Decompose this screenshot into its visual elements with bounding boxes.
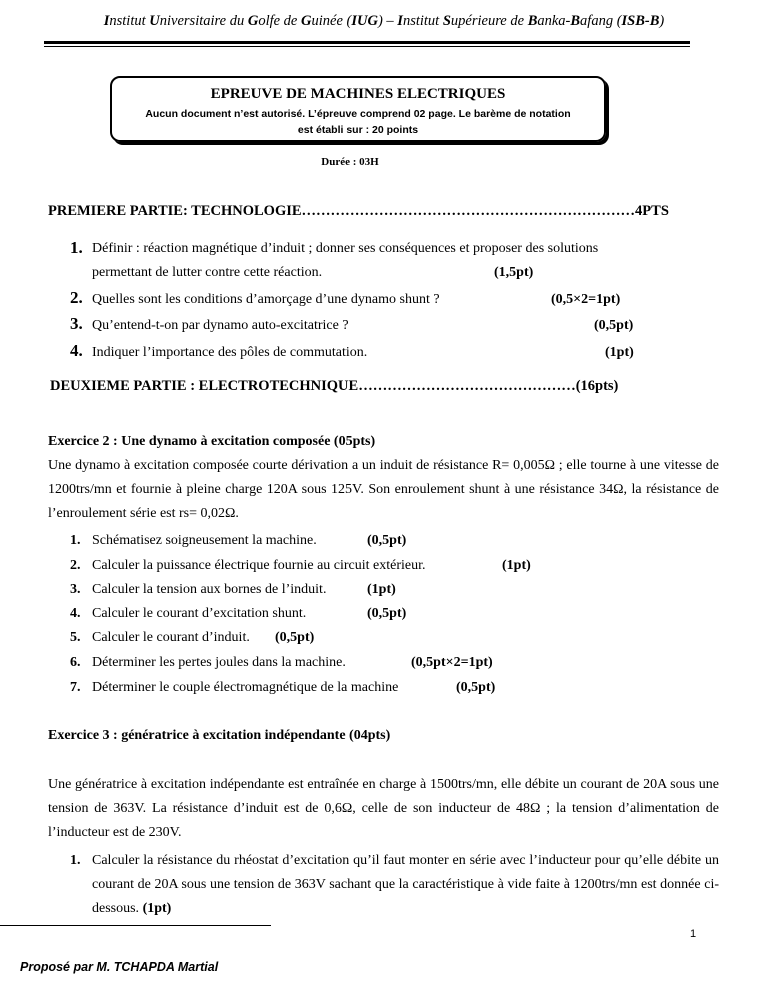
- header-seg: Institut: [103, 13, 150, 29]
- item-text: Calculer la puissance électrique fournie au circuit extérieur.: [92, 558, 426, 573]
- item-points: (1pt): [502, 558, 531, 573]
- exercise2-item: [70, 680, 81, 696]
- header-seg: Bafang (: [570, 13, 622, 29]
- exercise2-statement: Une dynamo à excitation composée courte dérivation a un induit de résistance R= 0,005Ω ; elle tourne à une vitesse de 1200trs/mn et fournie à pleine charge 120A sous 125V. Son enroulement shunt à une résistance 34Ω, la résistance de l’enroulement série est rs= 0,02Ω.: [48, 458, 719, 521]
- item-points: (0,5pt): [456, 680, 496, 695]
- header-seg: Guinée (: [301, 13, 352, 29]
- header-seg: Supérieure de: [442, 13, 528, 29]
- question-text: Définir : réaction magnétique d’induit ; donner ses conséquences et proposer des solutions: [92, 241, 599, 256]
- exercise3-statement: Une génératrice à excitation indépendante est entraînée en charge à 1500trs/mn, elle débite un courant de 20A sous une tension de 363V. La résistance d’induit est de 0,6Ω, celle de son inducteur de 48Ω ; la tension d’alimentation de l’inducteur est de 230V.: [48, 777, 719, 840]
- item-body: [92, 849, 719, 921]
- exam-duration: Durée : 03H: [321, 156, 379, 168]
- question-text: Quelles sont les conditions d’amorçage d’une dynamo shunt ?: [92, 292, 440, 307]
- exercise3-title: Exercice 3 : génératrice à excitation indépendante (04pts): [48, 728, 391, 743]
- item-text: Schématisez soigneusement la machine.: [92, 533, 317, 548]
- exercise3-question-1: [70, 849, 719, 921]
- header-seg: Golfe de: [247, 13, 301, 29]
- part1-title: PREMIERE PARTIE: TECHNOLOGIE……………………………………………………………4PTS: [48, 203, 669, 219]
- item-text: Calculer le courant d’excitation shunt.: [92, 606, 307, 621]
- question-text: Indiquer l’importance des pôles de commutation.: [92, 345, 368, 360]
- item-number: 3.: [70, 582, 81, 597]
- item-number: 5.: [70, 630, 81, 645]
- item-text: Déterminer les pertes joules dans la machine.: [92, 655, 346, 670]
- item-points: (1pt): [367, 582, 396, 597]
- exercise2-title: Exercice 2 : Une dynamo à excitation composée (05pts): [48, 434, 376, 449]
- part1-questions: [0, 0, 768, 400]
- instructions-line-1: Aucun document n’est autorisé. L’épreuve comprend 02 page. Le barème de notation: [145, 108, 571, 120]
- exercise2-item: [70, 655, 81, 671]
- header-seg: ISB-B): [621, 13, 665, 29]
- exercise2-item: [70, 533, 81, 549]
- header-seg: IUG) –: [351, 13, 398, 29]
- exercise2-item: [70, 630, 81, 646]
- header-seg: Universitaire du: [149, 13, 248, 29]
- question-points: (1pt): [605, 345, 634, 360]
- exercise2-item: [70, 606, 81, 622]
- header-seg: Institut: [397, 13, 443, 29]
- item-points: (0,5pt×2=1pt): [411, 655, 493, 670]
- item-text: Déterminer le couple électromagnétique de la machine: [92, 680, 399, 695]
- question-points: (0,5×2=1pt): [551, 292, 621, 307]
- author-credit: Proposé par M. TCHAPDA Martial: [20, 960, 219, 974]
- item-number: 1.: [70, 853, 81, 868]
- page-number: 1: [690, 928, 697, 940]
- item-points: (0,5pt): [275, 630, 315, 645]
- question-text-cont: permettant de lutter contre cette réaction.: [92, 265, 323, 280]
- header-seg: Banka-: [527, 13, 571, 29]
- item-number: 1.: [70, 533, 81, 548]
- question-number: 1.: [70, 238, 83, 257]
- footer-rule: [0, 925, 271, 926]
- item-points: (1pt): [142, 901, 172, 916]
- item-text: Calculer la tension aux bornes de l’induit.: [92, 582, 327, 597]
- item-text: Calculer le courant d’induit.: [92, 630, 250, 645]
- question-text: Qu’entend-t-on par dynamo auto-excitatrice ?: [92, 318, 349, 333]
- instructions-line-2: est établi sur : 20 points: [297, 124, 419, 136]
- item-number: 4.: [70, 606, 81, 621]
- part2-title: DEUXIEME PARTIE : ELECTROTECHNIQUE………………………………………(16pts): [50, 378, 619, 394]
- item-number: 7.: [70, 680, 81, 695]
- item-number: 2.: [70, 558, 81, 573]
- item-points: (0,5pt): [367, 606, 407, 621]
- question-points: (1,5pt): [494, 265, 534, 280]
- question-number: 4.: [70, 341, 83, 360]
- exercise2-item: [70, 558, 81, 574]
- question-row: [70, 849, 719, 921]
- exam-title: EPREUVE DE MACHINES ELECTRIQUES: [210, 86, 506, 102]
- exercise2-item: [70, 582, 81, 598]
- question-number: 3.: [70, 314, 83, 333]
- item-number: 6.: [70, 655, 81, 670]
- item-text: Calculer la résistance du rhéostat d’excitation qu’il faut monter en série avec l’inducteur pour qu’elle débite un courant de 20A sous une tension de 363V sachant que la caractéristique à vide faite à 1200trs/mn est donnée ci-dessous.: [92, 853, 719, 916]
- item-points: (0,5pt): [367, 533, 407, 548]
- question-points: (0,5pt): [594, 318, 634, 333]
- question-number: 2.: [70, 288, 83, 307]
